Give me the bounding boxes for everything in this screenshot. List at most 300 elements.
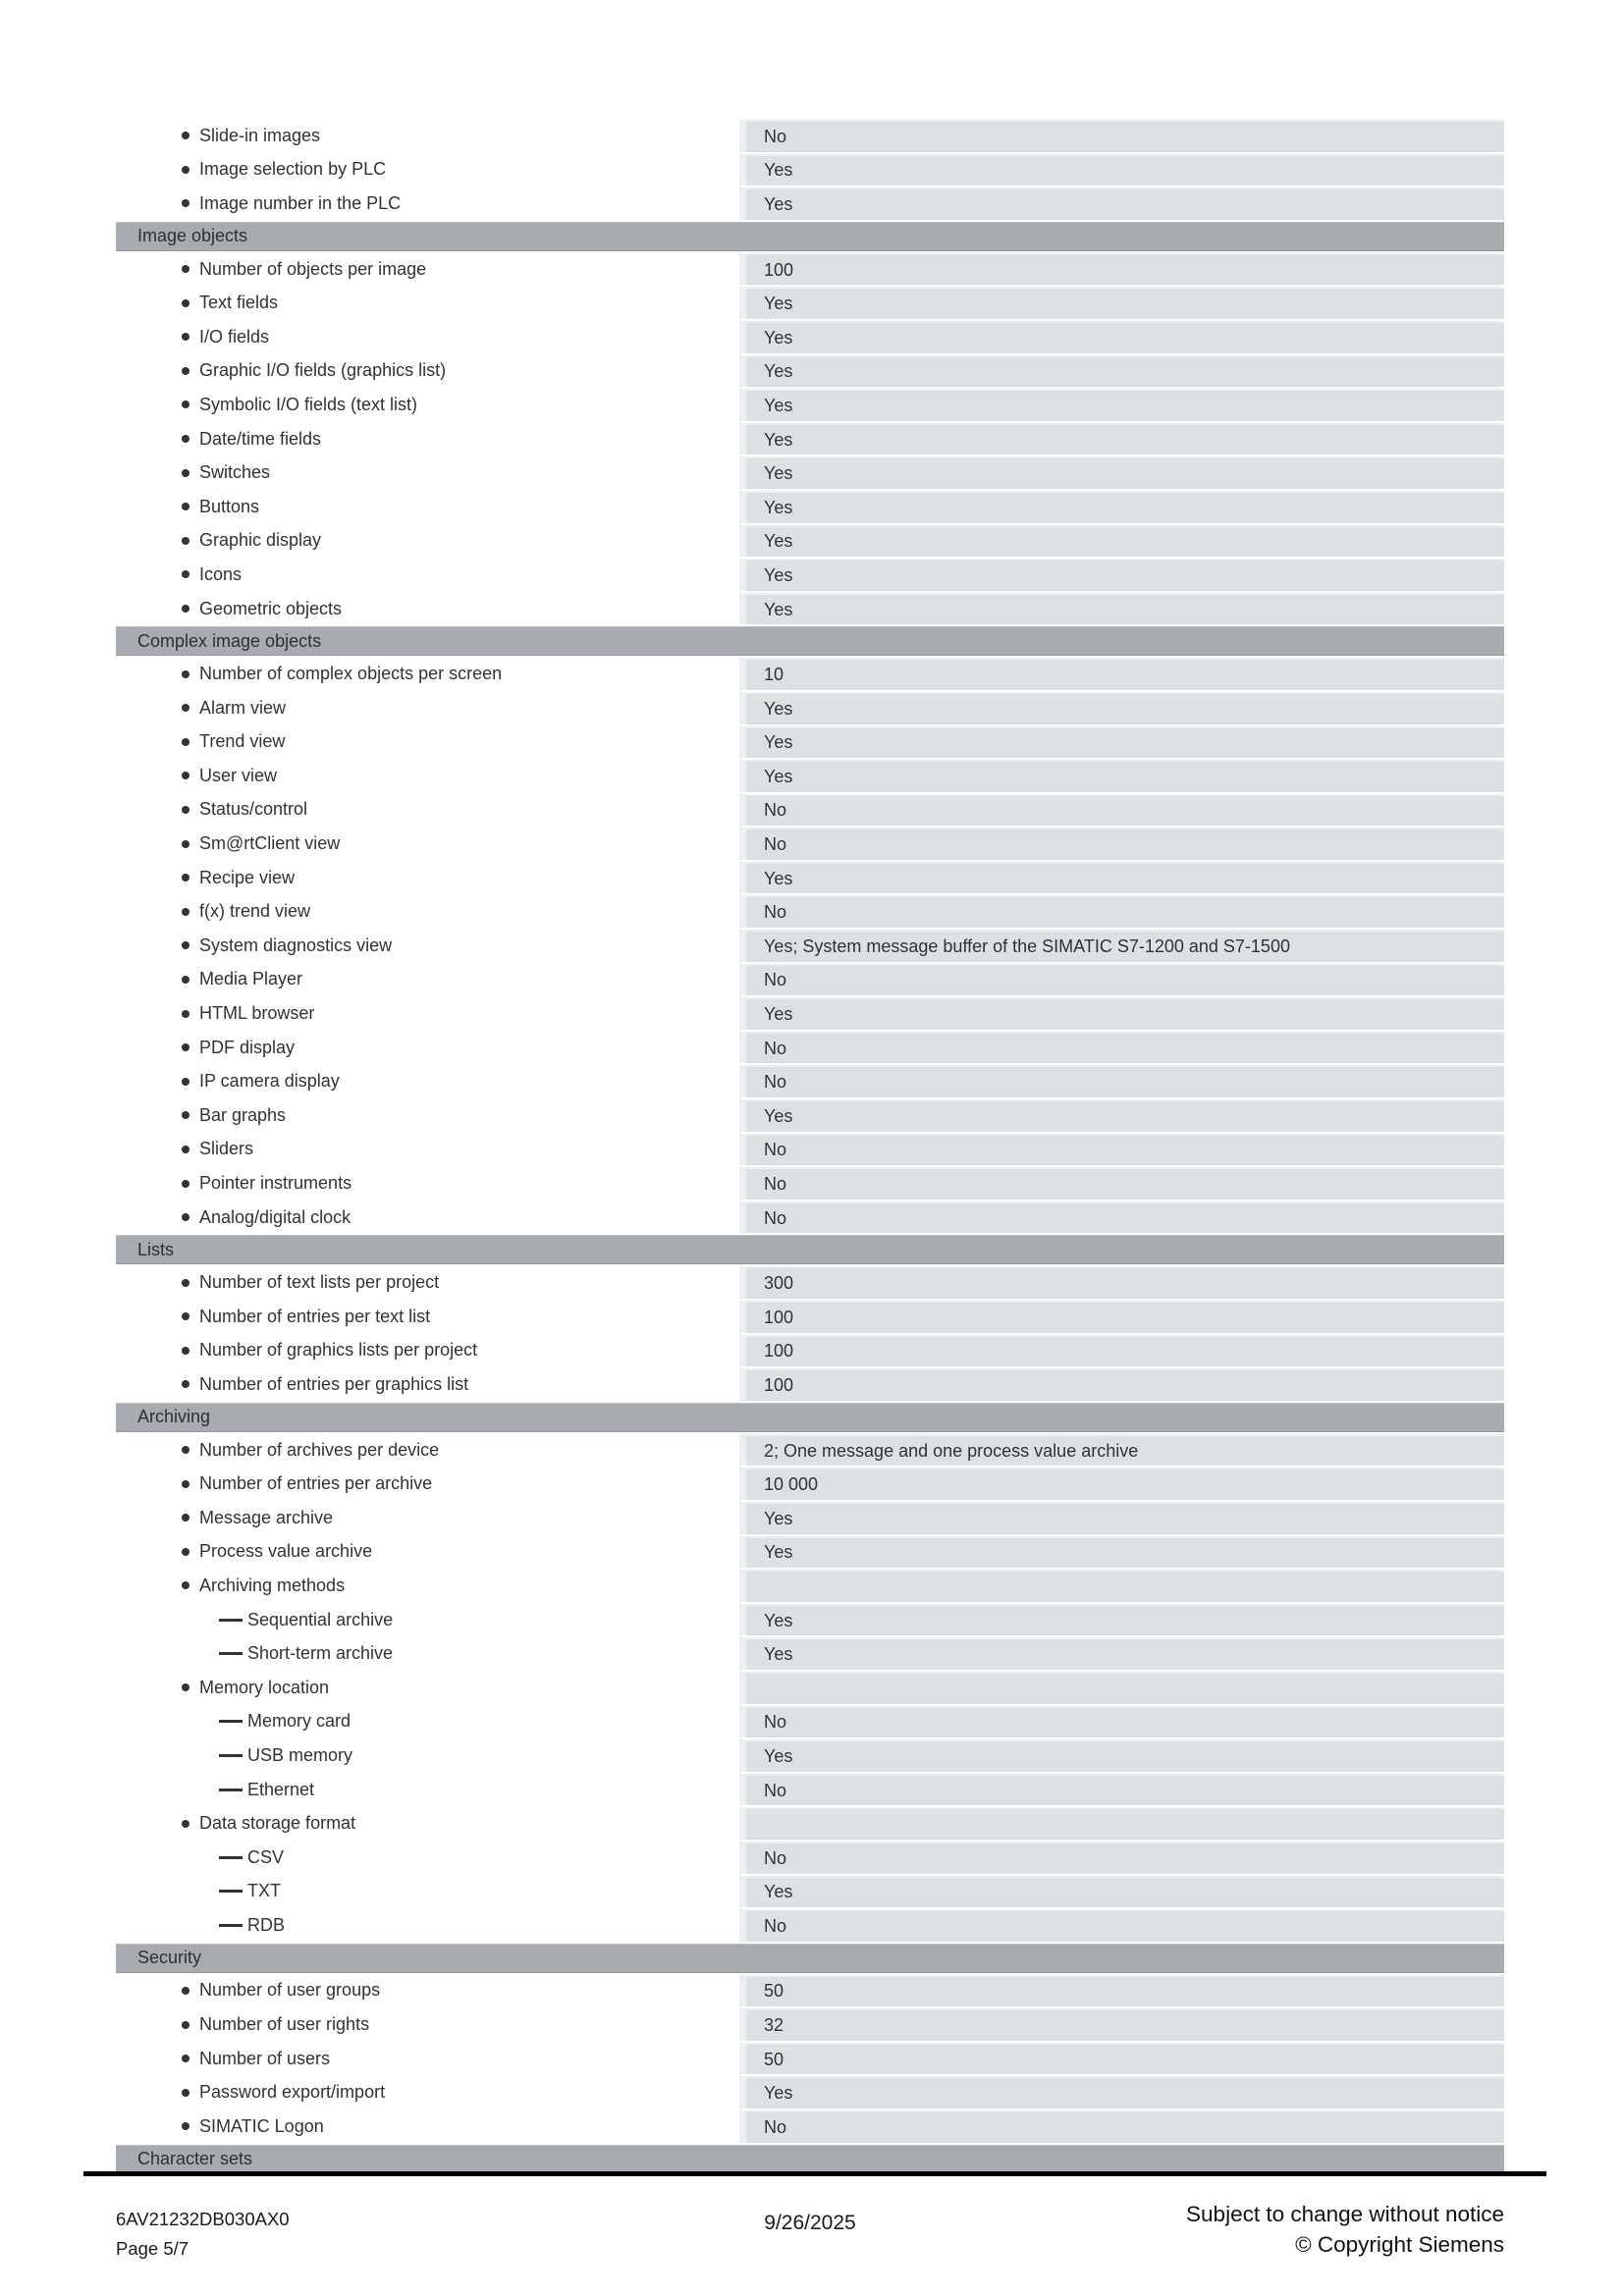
row-value-cell <box>739 828 1504 860</box>
table-row <box>116 794 1504 827</box>
section-header <box>116 222 1504 251</box>
bullet-icon <box>182 199 189 207</box>
bullet-icon <box>182 772 189 779</box>
row-label: Sm@rtClient view <box>199 833 341 854</box>
row-label-cell <box>116 1335 739 1367</box>
row-value-cell <box>739 187 1504 220</box>
bullet-icon <box>182 2055 189 2062</box>
row-value: 32 <box>764 2015 784 2036</box>
table-row <box>116 828 1504 860</box>
row-label: PDF display <box>199 1037 296 1057</box>
row-value-cell <box>739 1468 1504 1500</box>
bullet-icon <box>182 874 189 881</box>
row-value: Yes <box>764 160 793 181</box>
section-header-label: Archiving <box>137 1407 211 1427</box>
row-label: Memory location <box>199 1677 330 1697</box>
bullet-icon <box>182 670 189 678</box>
table-row <box>116 355 1504 388</box>
row-value-cell <box>739 1502 1504 1534</box>
row-value-cell <box>739 355 1504 388</box>
bullet-icon <box>182 1043 189 1051</box>
dash-icon <box>219 1720 243 1723</box>
bullet-icon <box>182 132 189 139</box>
row-value: Yes <box>764 2083 793 2104</box>
row-label-cell <box>116 321 739 353</box>
row-value-cell <box>739 2110 1504 2143</box>
row-value: No <box>764 1140 787 1160</box>
row-label: CSV <box>247 1846 285 1867</box>
row-value: No <box>764 1207 787 1228</box>
bullet-icon <box>182 265 189 273</box>
row-value: 300 <box>764 1273 794 1294</box>
row-label-cell <box>116 1570 739 1602</box>
row-label-cell <box>116 456 739 489</box>
row-label-cell <box>116 1672 739 1704</box>
row-label-cell <box>116 2076 739 2109</box>
bullet-icon <box>182 1514 189 1522</box>
row-label: RDB <box>247 1914 286 1935</box>
table-row <box>116 895 1504 928</box>
row-value-cell <box>739 525 1504 558</box>
row-value: No <box>764 1780 787 1800</box>
row-value: 100 <box>764 1307 794 1327</box>
row-label-cell <box>116 525 739 558</box>
table-row <box>116 1876 1504 1908</box>
row-value-cell <box>739 997 1504 1030</box>
dash-icon <box>219 1789 243 1791</box>
table-row <box>116 1909 1504 1942</box>
row-label-cell <box>116 1842 739 1874</box>
row-label-cell <box>116 253 739 286</box>
table-row <box>116 1842 1504 1874</box>
section-header-label: Image objects <box>137 226 248 246</box>
spec-table <box>116 120 1504 2176</box>
row-value: 10 000 <box>764 1474 819 1495</box>
table-row <box>116 2043 1504 2075</box>
row-value-cell <box>739 760 1504 792</box>
bullet-icon <box>182 1683 189 1691</box>
footer-date: 9/26/2025 <box>764 2212 856 2234</box>
bullet-icon <box>182 435 189 443</box>
row-label-cell <box>116 1706 739 1738</box>
bullet-icon <box>182 806 189 814</box>
row-label: Text fields <box>199 293 279 313</box>
row-value: Yes <box>764 193 793 214</box>
row-value: 2; One message and one process value archive <box>764 1440 1139 1461</box>
dash-icon <box>219 1924 243 1927</box>
row-label: Process value archive <box>199 1541 373 1562</box>
footer-divider <box>83 2171 1546 2176</box>
row-label: Number of users <box>199 2048 331 2068</box>
row-label-cell <box>116 2110 739 2143</box>
row-value-cell <box>739 930 1504 962</box>
row-label: Memory card <box>247 1711 352 1732</box>
table-row <box>116 287 1504 319</box>
row-value-cell <box>739 726 1504 759</box>
bullet-icon <box>182 1987 189 1995</box>
row-value-cell <box>739 658 1504 690</box>
row-label: Switches <box>199 462 271 483</box>
row-value-cell <box>739 120 1504 152</box>
row-value: No <box>764 1915 787 1936</box>
row-label: Trend view <box>199 731 286 752</box>
table-row <box>116 1201 1504 1234</box>
row-value-cell <box>739 1065 1504 1097</box>
table-row <box>116 187 1504 220</box>
row-value-cell <box>739 456 1504 489</box>
table-row <box>116 2076 1504 2109</box>
row-value: Yes <box>764 1644 793 1665</box>
table-row <box>116 692 1504 724</box>
table-row <box>116 1536 1504 1569</box>
section-header <box>116 626 1504 656</box>
row-value: 100 <box>764 259 794 280</box>
row-label-cell <box>116 692 739 724</box>
row-label-cell <box>116 1604 739 1636</box>
bullet-icon <box>182 1347 189 1355</box>
row-label-cell <box>116 1266 739 1299</box>
row-label-cell <box>116 1502 739 1534</box>
row-value-cell <box>739 1536 1504 1569</box>
row-label: SIMATIC Logon <box>199 2115 324 2136</box>
row-label-cell <box>116 1032 739 1064</box>
bullet-icon <box>182 1078 189 1086</box>
row-label-cell <box>116 862 739 894</box>
row-value: 50 <box>764 2049 784 2069</box>
row-value-cell <box>739 154 1504 187</box>
row-value: Yes <box>764 599 793 619</box>
row-label-cell <box>116 1774 739 1806</box>
bullet-icon <box>182 1380 189 1388</box>
section-header <box>116 1944 1504 1973</box>
bullet-icon <box>182 1581 189 1589</box>
table-row <box>116 389 1504 421</box>
row-value-cell <box>739 2043 1504 2075</box>
copyright: © Copyright Siemens <box>1295 2232 1504 2257</box>
row-value-cell <box>739 1301 1504 1333</box>
row-label-cell <box>116 794 739 827</box>
row-label: TXT <box>247 1881 281 1901</box>
table-row <box>116 2008 1504 2041</box>
row-label: User view <box>199 765 278 785</box>
table-row <box>116 1301 1504 1333</box>
row-value: 10 <box>764 665 784 685</box>
row-label: Number of entries per archive <box>199 1473 433 1494</box>
row-value: Yes <box>764 1508 793 1528</box>
row-value-cell <box>739 1637 1504 1670</box>
dash-icon <box>219 1652 243 1655</box>
row-label-cell <box>116 1434 739 1467</box>
table-row <box>116 321 1504 353</box>
row-label-cell <box>116 658 739 690</box>
row-value-cell <box>739 1032 1504 1064</box>
row-value-cell <box>739 1706 1504 1738</box>
row-label-cell <box>116 2043 739 2075</box>
row-value-cell <box>739 1604 1504 1636</box>
row-label-cell <box>116 2008 739 2041</box>
section-header-label: Character sets <box>137 2149 253 2169</box>
row-label-cell <box>116 355 739 388</box>
bullet-icon <box>182 605 189 613</box>
bullet-icon <box>182 333 189 341</box>
row-label: Alarm view <box>199 697 287 718</box>
row-label: Archiving methods <box>199 1575 346 1595</box>
table-row <box>116 726 1504 759</box>
bullet-icon <box>182 1279 189 1287</box>
row-value: Yes <box>764 868 793 888</box>
row-value-cell <box>739 862 1504 894</box>
table-row <box>116 1065 1504 1097</box>
bullet-icon <box>182 166 189 174</box>
row-value: Yes <box>764 1610 793 1630</box>
row-value-cell <box>739 1434 1504 1467</box>
bullet-icon <box>182 1480 189 1488</box>
row-value: Yes <box>764 1882 793 1902</box>
bullet-icon <box>182 2089 189 2097</box>
row-value: Yes <box>764 327 793 347</box>
row-value: Yes <box>764 463 793 484</box>
row-label: Recipe view <box>199 867 296 887</box>
row-value-cell <box>739 964 1504 996</box>
bullet-icon <box>182 299 189 307</box>
row-value: No <box>764 1712 787 1733</box>
bullet-icon <box>182 469 189 477</box>
row-value: No <box>764 1072 787 1093</box>
table-row <box>116 760 1504 792</box>
row-value: Yes; System message buffer of the SIMATIC S7-1200 and S7-1500 <box>764 935 1290 956</box>
row-label: Pointer instruments <box>199 1173 352 1194</box>
row-value: Yes <box>764 564 793 585</box>
row-value-cell <box>739 692 1504 724</box>
table-row <box>116 1975 1504 2007</box>
row-label-cell <box>116 1807 739 1840</box>
row-label-cell <box>116 120 739 152</box>
row-value-cell <box>739 794 1504 827</box>
row-label-cell <box>116 1468 739 1500</box>
row-label: Number of text lists per project <box>199 1272 440 1293</box>
bullet-icon <box>182 2021 189 2029</box>
row-label: Date/time fields <box>199 428 322 449</box>
row-label-cell <box>116 760 739 792</box>
row-label-cell <box>116 1065 739 1097</box>
row-value: Yes <box>764 395 793 415</box>
row-value: No <box>764 2116 787 2137</box>
row-label-cell <box>116 1739 739 1772</box>
table-row <box>116 154 1504 187</box>
section-header <box>116 1235 1504 1264</box>
row-label-cell <box>116 1201 739 1234</box>
row-label: Sequential archive <box>247 1609 394 1629</box>
row-value-cell <box>739 1266 1504 1299</box>
row-value-cell <box>739 1167 1504 1200</box>
bullet-icon <box>182 1180 189 1188</box>
row-label-cell <box>116 1368 739 1401</box>
table-row <box>116 1167 1504 1200</box>
table-row <box>116 1570 1504 1602</box>
row-label-cell <box>116 389 739 421</box>
row-label-cell <box>116 1876 739 1908</box>
row-value: No <box>764 902 787 923</box>
bullet-icon <box>182 908 189 916</box>
row-label: Data storage format <box>199 1813 356 1834</box>
row-value-cell <box>739 287 1504 319</box>
row-value: Yes <box>764 497 793 517</box>
row-value: No <box>764 970 787 990</box>
table-row <box>116 456 1504 489</box>
row-label: Number of complex objects per screen <box>199 664 503 684</box>
row-label-cell <box>116 1301 739 1333</box>
bullet-icon <box>182 1446 189 1454</box>
bullet-icon <box>182 1010 189 1018</box>
row-label: Status/control <box>199 799 308 820</box>
bullet-icon <box>182 840 189 848</box>
table-row <box>116 862 1504 894</box>
row-value-cell <box>739 593 1504 625</box>
row-label: Sliders <box>199 1139 254 1159</box>
bullet-icon <box>182 537 189 545</box>
row-label: f(x) trend view <box>199 901 311 922</box>
row-label: Number of user groups <box>199 1980 381 2001</box>
bullet-icon <box>182 400 189 408</box>
bullet-icon <box>182 738 189 746</box>
row-value-cell <box>739 559 1504 591</box>
bullet-icon <box>182 2122 189 2130</box>
table-row <box>116 1266 1504 1299</box>
row-value: No <box>764 1847 787 1868</box>
row-value: No <box>764 126 787 146</box>
row-label-cell <box>116 1909 739 1942</box>
row-label: I/O fields <box>199 326 270 347</box>
row-value-cell <box>739 1739 1504 1772</box>
row-label: HTML browser <box>199 1003 315 1024</box>
bullet-icon <box>182 1146 189 1153</box>
row-label: Media Player <box>199 969 303 989</box>
row-value-cell <box>739 2076 1504 2109</box>
row-value-cell <box>739 1672 1504 1704</box>
row-value-cell <box>739 1975 1504 2007</box>
row-label: Number of user rights <box>199 2014 370 2035</box>
row-value-cell <box>739 2008 1504 2041</box>
row-value: Yes <box>764 698 793 719</box>
row-value: 100 <box>764 1341 794 1362</box>
table-row <box>116 1368 1504 1401</box>
row-label-cell <box>116 1099 739 1132</box>
row-label: Image number in the PLC <box>199 192 402 213</box>
row-value: Yes <box>764 1542 793 1563</box>
row-label: IP camera display <box>199 1071 340 1092</box>
row-label-cell <box>116 997 739 1030</box>
table-row <box>116 1502 1504 1534</box>
row-label: Graphic display <box>199 530 322 551</box>
bullet-icon <box>182 1820 189 1828</box>
row-label: Ethernet <box>247 1779 315 1799</box>
table-row <box>116 1807 1504 1840</box>
row-value-cell <box>739 1099 1504 1132</box>
row-value: 50 <box>764 1981 784 2002</box>
table-row <box>116 120 1504 152</box>
row-label: System diagnostics view <box>199 934 393 955</box>
row-value: No <box>764 1038 787 1058</box>
row-value: Yes <box>764 1004 793 1025</box>
table-row <box>116 1032 1504 1064</box>
row-label: Slide-in images <box>199 125 321 145</box>
bullet-icon <box>182 503 189 510</box>
row-label-cell <box>116 1134 739 1166</box>
table-row <box>116 1134 1504 1166</box>
row-value-cell <box>739 1201 1504 1234</box>
row-label-cell <box>116 154 739 187</box>
row-value-cell <box>739 1774 1504 1806</box>
table-row <box>116 1335 1504 1367</box>
row-label: USB memory <box>247 1744 353 1765</box>
row-label: Buttons <box>199 496 260 516</box>
row-label-cell <box>116 1536 739 1569</box>
table-row <box>116 1434 1504 1467</box>
row-label: Number of entries per text list <box>199 1306 431 1326</box>
row-value-cell <box>739 491 1504 523</box>
row-label: Number of entries per graphics list <box>199 1373 469 1394</box>
table-row <box>116 1099 1504 1132</box>
row-value: Yes <box>764 1745 793 1766</box>
row-value: Yes <box>764 294 793 314</box>
row-value: Yes <box>764 1105 793 1126</box>
row-label: Bar graphs <box>199 1104 287 1125</box>
dash-icon <box>219 1890 243 1893</box>
bullet-icon <box>182 1548 189 1556</box>
section-header-label: Security <box>137 1948 202 1968</box>
row-label: Geometric objects <box>199 598 343 618</box>
row-value: No <box>764 800 787 821</box>
section-header <box>116 2145 1504 2174</box>
row-label-cell <box>116 559 739 591</box>
row-label-cell <box>116 726 739 759</box>
row-label: Number of archives per device <box>199 1439 440 1460</box>
row-value: No <box>764 1174 787 1195</box>
table-row <box>116 1706 1504 1738</box>
section-header <box>116 1403 1504 1432</box>
table-row <box>116 1604 1504 1636</box>
row-label: Number of graphics lists per project <box>199 1340 478 1361</box>
row-value: Yes <box>764 361 793 382</box>
row-value-cell <box>739 423 1504 455</box>
row-label: Number of objects per image <box>199 258 427 279</box>
row-label-cell <box>116 423 739 455</box>
table-row <box>116 423 1504 455</box>
row-value-cell <box>739 1134 1504 1166</box>
row-label-cell <box>116 895 739 928</box>
row-value: 100 <box>764 1374 794 1395</box>
table-row <box>116 997 1504 1030</box>
row-value-cell <box>739 1909 1504 1942</box>
table-row <box>116 658 1504 690</box>
row-label: Icons <box>199 563 243 584</box>
row-value-cell <box>739 1842 1504 1874</box>
row-value-cell <box>739 1570 1504 1602</box>
row-label: Password export/import <box>199 2082 386 2103</box>
section-header-label: Lists <box>137 1239 175 1259</box>
table-row <box>116 930 1504 962</box>
table-row <box>116 559 1504 591</box>
row-label: Symbolic I/O fields (text list) <box>199 394 418 414</box>
row-label-cell <box>116 1167 739 1200</box>
row-label-cell <box>116 187 739 220</box>
row-label-cell <box>116 964 739 996</box>
table-row <box>116 593 1504 625</box>
table-row <box>116 1468 1504 1500</box>
table-row <box>116 1774 1504 1806</box>
row-value: Yes <box>764 766 793 786</box>
row-label-cell <box>116 287 739 319</box>
